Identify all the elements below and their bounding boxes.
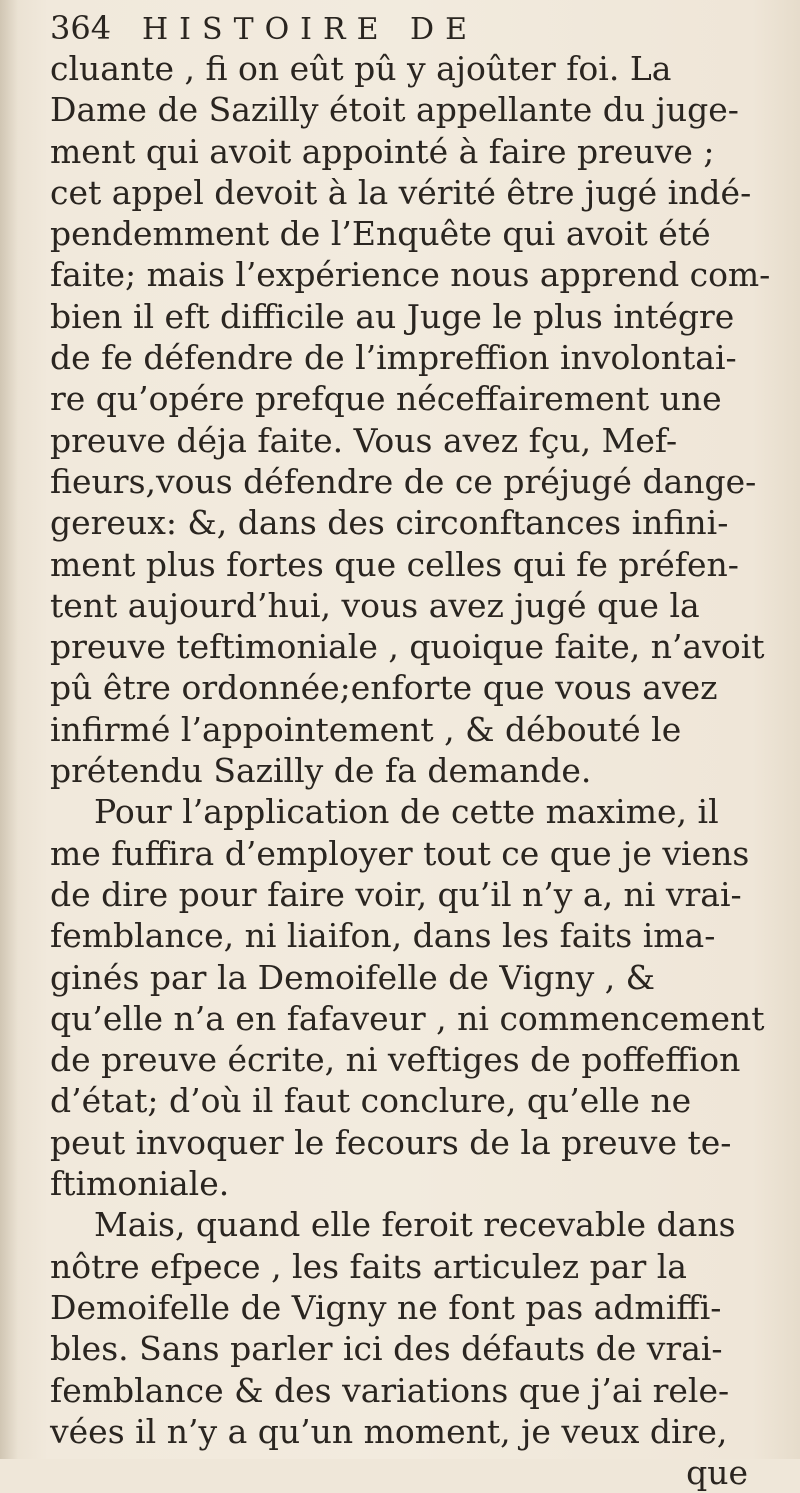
text-line: faite; mais l’expérience nous apprend com- — [50, 255, 771, 295]
text-line: cet appel devoit à la vérité être jugé indé- — [50, 172, 752, 212]
text-line: Dame de Sazilly étoit appellante du juge- — [50, 90, 739, 130]
page-number: 364 — [50, 9, 112, 47]
text-line: d’état; d’où il faut conclure, qu’elle ne — [50, 1081, 692, 1121]
text-line: preuve déja faite. Vous avez fçu, Mef- — [50, 420, 678, 460]
text-line: ment plus fortes que celles qui fe préfen- — [50, 544, 739, 584]
body-text — [50, 48, 770, 1493]
text-line: Pour l’application de cette maxime, il — [94, 792, 719, 832]
text-line: qu’elle n’a en fafaveur , ni commencement — [50, 998, 765, 1038]
text-line: Mais, quand elle feroit recevable dans — [94, 1205, 736, 1245]
text-line: pendemment de l’Enquête qui avoit été — [50, 214, 711, 254]
text-line: prétendu Sazilly de fa demande. — [50, 751, 592, 791]
text-line: fieurs,vous défendre de ce préjugé dange- — [50, 461, 757, 501]
text-line: nôtre efpece , les faits articulez par la — [50, 1246, 687, 1286]
text-line: me fuffira d’employer tout ce que je viens — [50, 833, 750, 873]
text-line: re qu’opére prefque néceffairement une — [50, 379, 722, 419]
text-line: de fe défendre de l’impreffion involontai- — [50, 338, 737, 378]
text-line: vées il n’y a qu’un moment, je veux dire, — [50, 1411, 728, 1451]
page-header — [50, 8, 760, 48]
text-line: bien il eft difficile au Juge le plus intégre — [50, 296, 735, 336]
text-line: de preuve écrite, ni veftiges de poffeffion — [50, 1040, 741, 1080]
page-gutter-shadow — [0, 0, 18, 1459]
text-line: ment qui avoit appointé à faire preuve ; — [50, 131, 715, 171]
text-line: Demoifelle de Vigny ne font pas admiffi- — [50, 1287, 722, 1327]
running-title: HISTOIRE DE — [142, 12, 478, 47]
text-line: ginés par la Demoifelle de Vigny , & — [50, 957, 656, 997]
catchword: que — [686, 1453, 748, 1493]
text-line: ftimoniale. — [50, 1164, 230, 1204]
text-line: femblance, ni liaifon, dans les faits ima- — [50, 916, 716, 956]
text-line: bles. Sans parler ici des défauts de vrai- — [50, 1329, 723, 1369]
text-line: preuve teftimoniale , quoique faite, n’avoit — [50, 627, 765, 667]
text-line: gereux: &, dans des circonftances infini- — [50, 503, 729, 543]
text-line: cluante , fi on eût pû y ajoûter foi. La — [50, 49, 672, 88]
text-line: peut invoquer le fecours de la preuve te- — [50, 1122, 732, 1162]
text-line: infirmé l’appointement , & débouté le — [50, 709, 682, 749]
text-line: tent aujourd’hui, vous avez jugé que la — [50, 585, 700, 625]
text-line: de dire pour faire voir, qu’il n’y a, ni vrai- — [50, 874, 742, 914]
text-line: pû être ordonnée;enforte que vous avez — [50, 668, 718, 708]
text-line: femblance & des variations que j’ai rele- — [50, 1370, 730, 1410]
